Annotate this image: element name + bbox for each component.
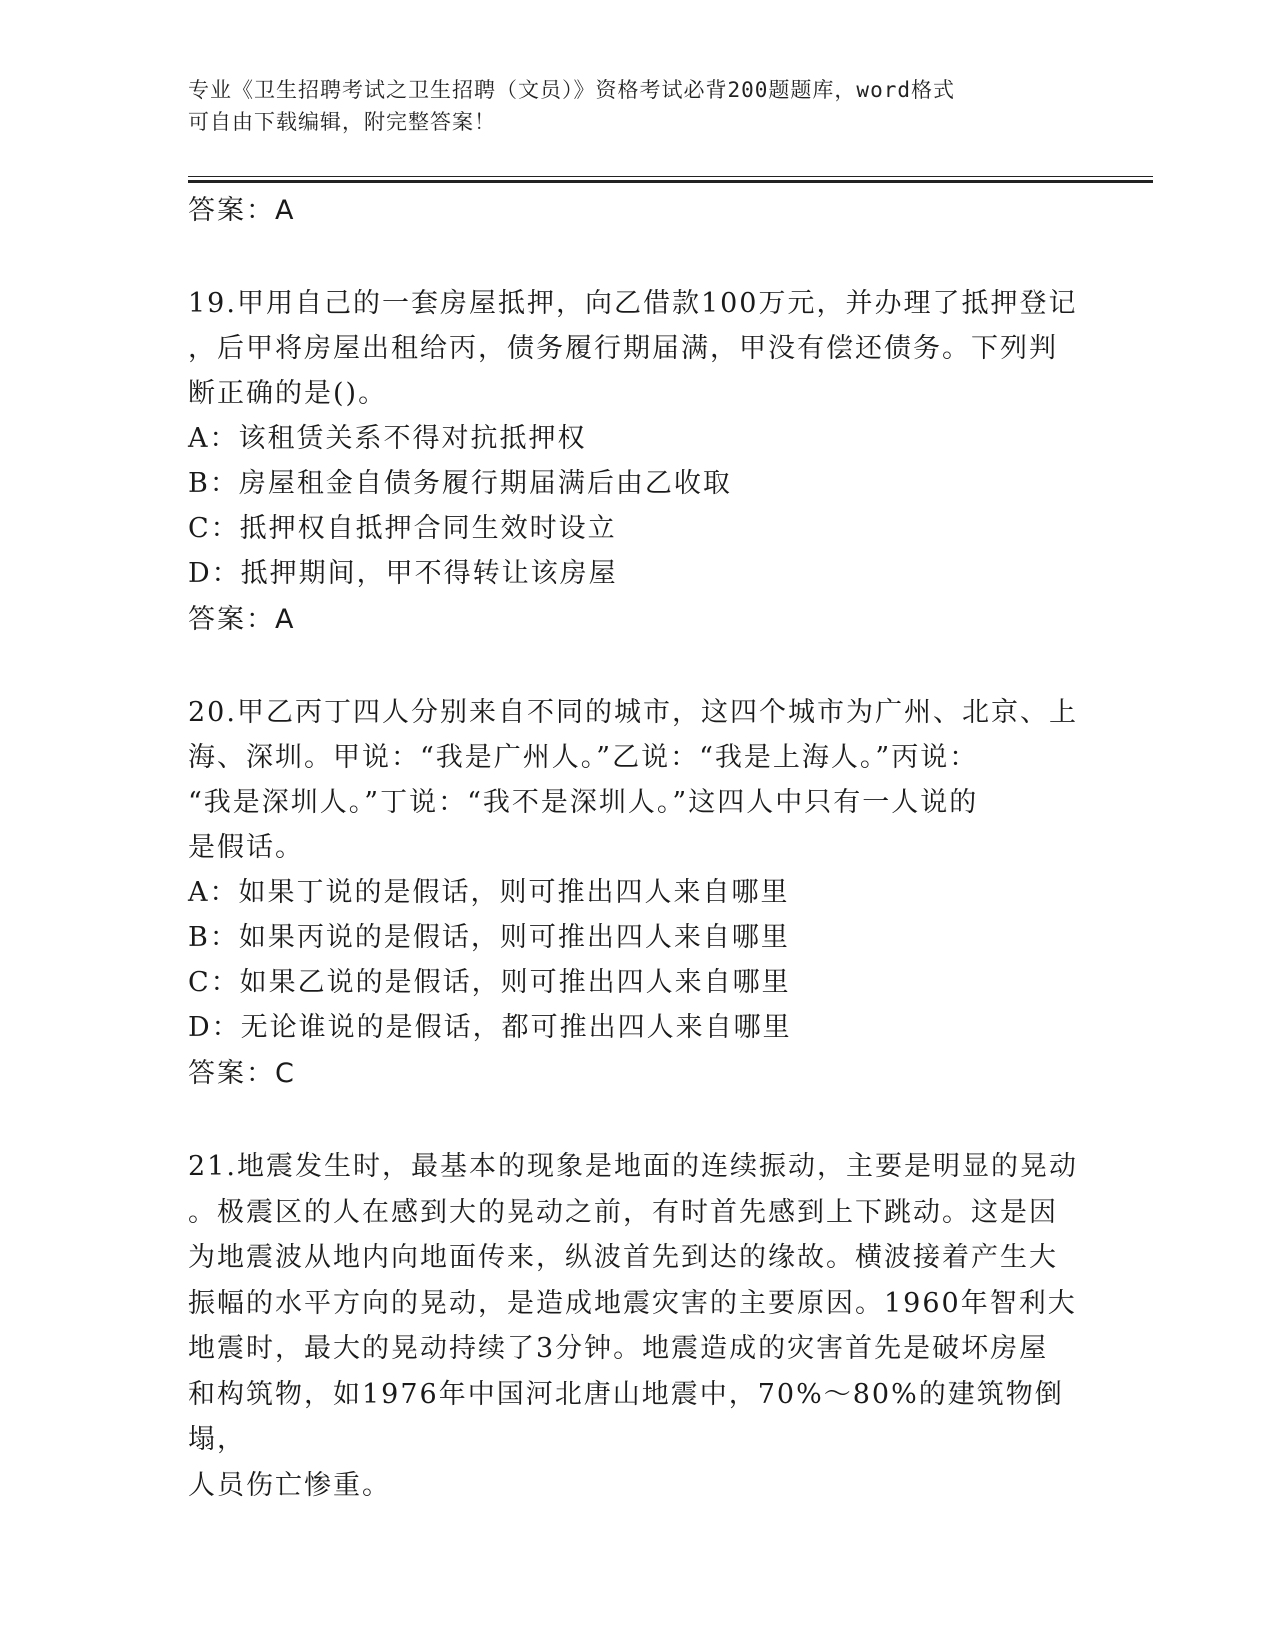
option-d: D：抵押期间，甲不得转让该房屋 xyxy=(188,558,618,589)
document-body xyxy=(188,188,1078,1508)
header-title-line-2: 可自由下载编辑，附完整答案！ xyxy=(188,110,496,134)
question-text xyxy=(188,281,1078,416)
header-divider-thin xyxy=(188,176,1153,177)
passage-line: 振幅的水平方向的晃动，是造成地震灾害的主要原因。1960年智利大 xyxy=(188,1287,1077,1319)
question-line: 是假话。 xyxy=(188,832,304,863)
question-line: 20.甲乙丙丁四人分别来自不同的城市，这四个城市为广州、北京、上 xyxy=(188,697,1078,728)
passage-line: 人员伤亡惨重。 xyxy=(188,1469,391,1501)
passage-line: 。极震区的人在感到大的晃动之前，有时首先感到上下跳动。这是因 xyxy=(188,1196,1058,1228)
question-20 xyxy=(188,690,1078,1097)
option-b: B：如果丙说的是假话，则可推出四人来自哪里 xyxy=(188,922,790,953)
page-header xyxy=(188,74,1068,138)
question-text xyxy=(188,690,1078,870)
answer-label: 答案：A xyxy=(188,195,296,226)
question-21-passage xyxy=(188,1144,1078,1508)
question-line: 断正确的是()。 xyxy=(188,378,388,409)
option-c: C：抵押权自抵押合同生效时设立 xyxy=(188,513,617,544)
option-c: C：如果乙说的是假话，则可推出四人来自哪里 xyxy=(188,967,791,998)
option-a: A：该租赁关系不得对抗抵押权 xyxy=(188,423,587,454)
answer-label: 答案：C xyxy=(188,1058,296,1089)
header-title-line-1: 专业《卫生招聘考试之卫生招聘（文员）》资格考试必背200题题库，word格式 xyxy=(188,78,955,102)
option-a: A：如果丁说的是假话，则可推出四人来自哪里 xyxy=(188,877,790,908)
question-19 xyxy=(188,281,1078,643)
question-line: “我是深圳人。”丁说：“我不是深圳人。”这四人中只有一人说的 xyxy=(188,787,979,818)
option-d: D：无论谁说的是假话，都可推出四人来自哪里 xyxy=(188,1012,792,1043)
option-b: B：房屋租金自债务履行期届满后由乙收取 xyxy=(188,468,732,499)
passage-line: 21.地震发生时，最基本的现象是地面的连续振动，主要是明显的晃动 xyxy=(188,1151,1078,1182)
answer-label: 答案：A xyxy=(188,604,296,635)
passage-line: 为地震波从地内向地面传来，纵波首先到达的缘故。横波接着产生大 xyxy=(188,1242,1058,1273)
question-line: 海、深圳。甲说：“我是广州人。”乙说：“我是上海人。”丙说： xyxy=(188,742,979,773)
passage-line: 和构筑物，如1976年中国河北唐山地震中，70%～80%的建筑物倒塌， xyxy=(188,1378,1064,1455)
question-line: ，后甲将房屋出租给丙，债务履行期届满，甲没有偿还债务。下列判 xyxy=(188,333,1058,364)
header-divider-thick xyxy=(188,180,1153,183)
passage-line: 地震时，最大的晃动持续了3分钟。地震造成的灾害首先是破坏房屋 xyxy=(188,1333,1049,1364)
question-line: 19.甲用自己的一套房屋抵押，向乙借款100万元，并办理了抵押登记 xyxy=(188,288,1078,319)
